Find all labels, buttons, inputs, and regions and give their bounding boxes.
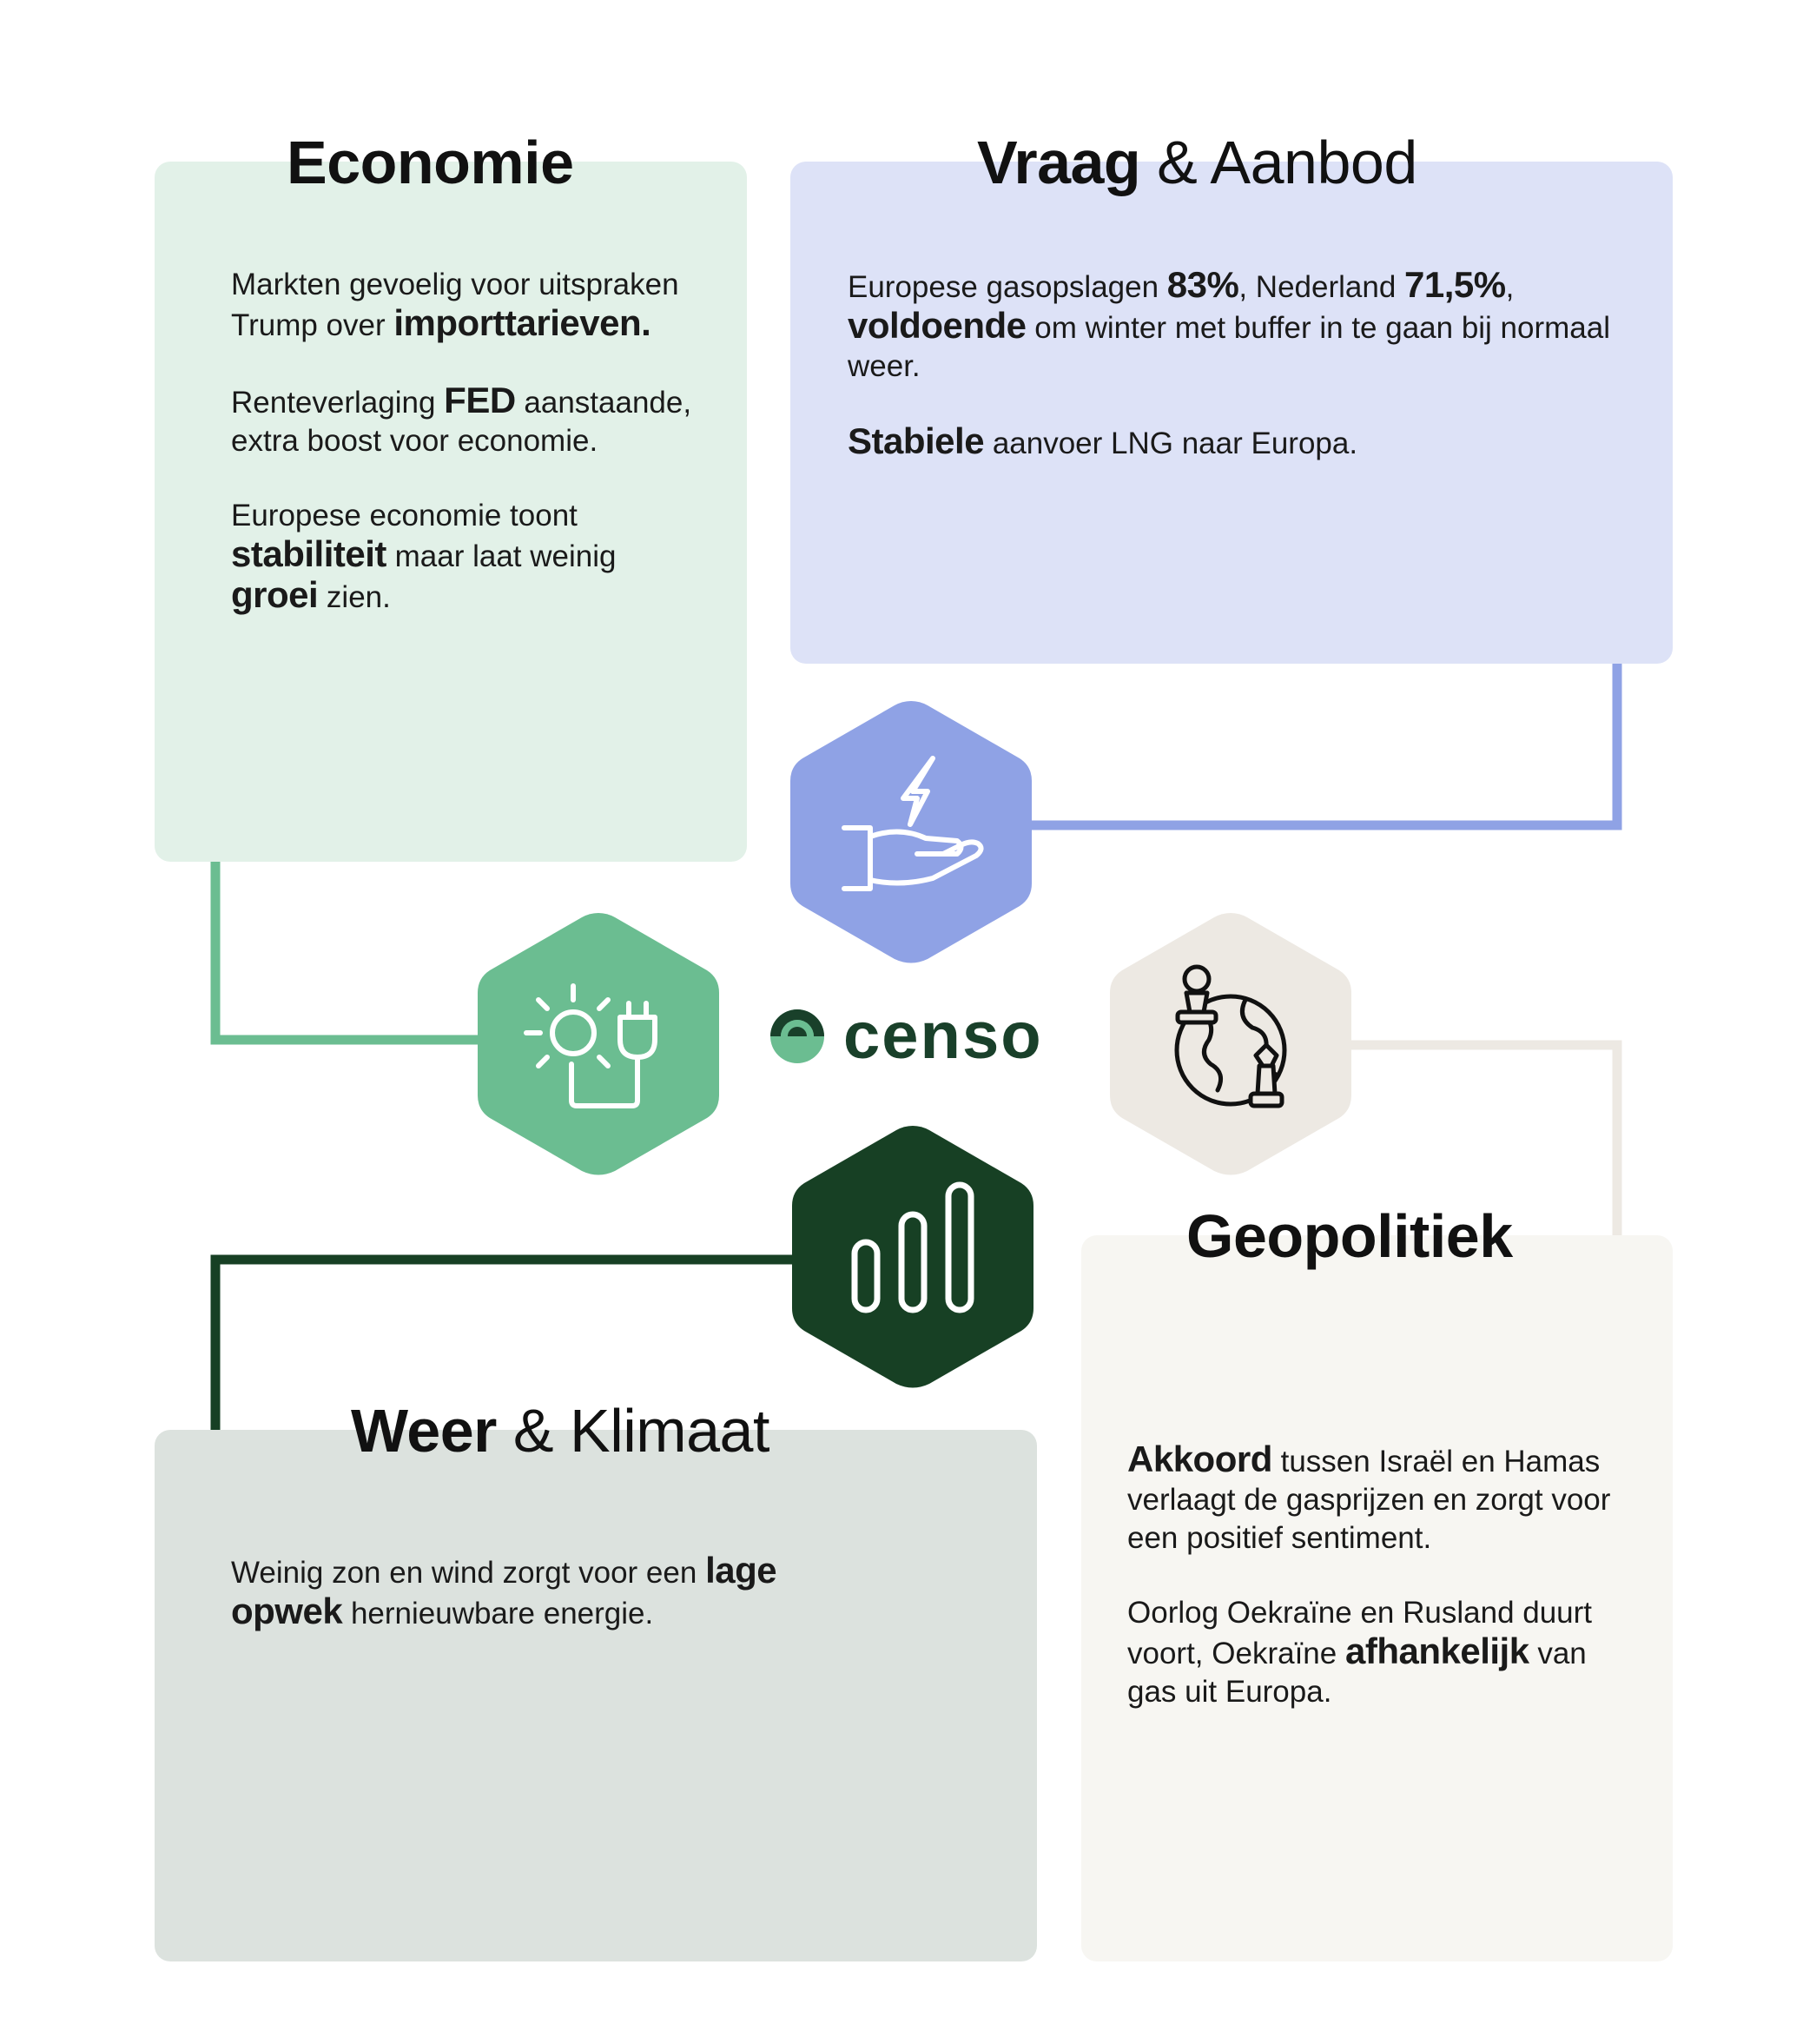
- vraag-point-2: Stabiele aanvoer LNG naar Europa.: [848, 420, 1358, 461]
- weer-klimaat-card: [155, 1430, 1037, 1961]
- vraag-aanbod-title: Vraag & Aanbod: [977, 129, 1417, 196]
- vraag-point-1: Europese gasopslagen 83%, Nederland 71,5%, voldoende om winter met buffer in te gaan bij normaal weer.: [848, 264, 1611, 383]
- geopolitiek-title: Geopolitiek: [1186, 1202, 1513, 1270]
- weer-point-1: Weinig zon en wind zorgt voor een lage opwek hernieuwbare energie.: [231, 1550, 777, 1631]
- geo-point-2: Oorlog Oekraïne en Rusland duurt voort, Oekraïne afhankelijk van gas uit Europa.: [1127, 1596, 1593, 1709]
- hand-lightning-icon: [787, 698, 1035, 967]
- censo-logo-icon: [769, 1008, 826, 1065]
- vraag-aanbod-body: [848, 266, 1621, 499]
- censo-logo-text: censo: [843, 999, 1043, 1073]
- geo-point-1: Akkoord tussen Israël en Hamas verlaagt de gasprijzen en zorgt voor een positief sentiment.: [1127, 1439, 1611, 1555]
- globe-chess-icon: [1106, 910, 1355, 1179]
- weer-klimaat-body: [231, 1551, 874, 1670]
- economie-point-2: Renteverlaging FED aanstaande, extra boost voor economie.: [231, 380, 692, 458]
- censo-logo: [769, 999, 1043, 1073]
- bar-chart-icon: [789, 1122, 1037, 1392]
- bulb-plug-icon: [474, 910, 723, 1179]
- weer-klimaat-title: Weer & Klimaat: [351, 1397, 769, 1465]
- economie-title: [287, 129, 574, 196]
- geopolitiek-body: [1127, 1440, 1614, 1748]
- economie-point-1: Markten gevoelig voor uitspraken Trump over importtarieven.: [231, 268, 679, 343]
- economie-title-text: Economie: [287, 129, 574, 196]
- economie-body: [231, 266, 700, 653]
- economie-point-3: Europese economie toont stabiliteit maar laat weinig groei zien.: [231, 499, 617, 615]
